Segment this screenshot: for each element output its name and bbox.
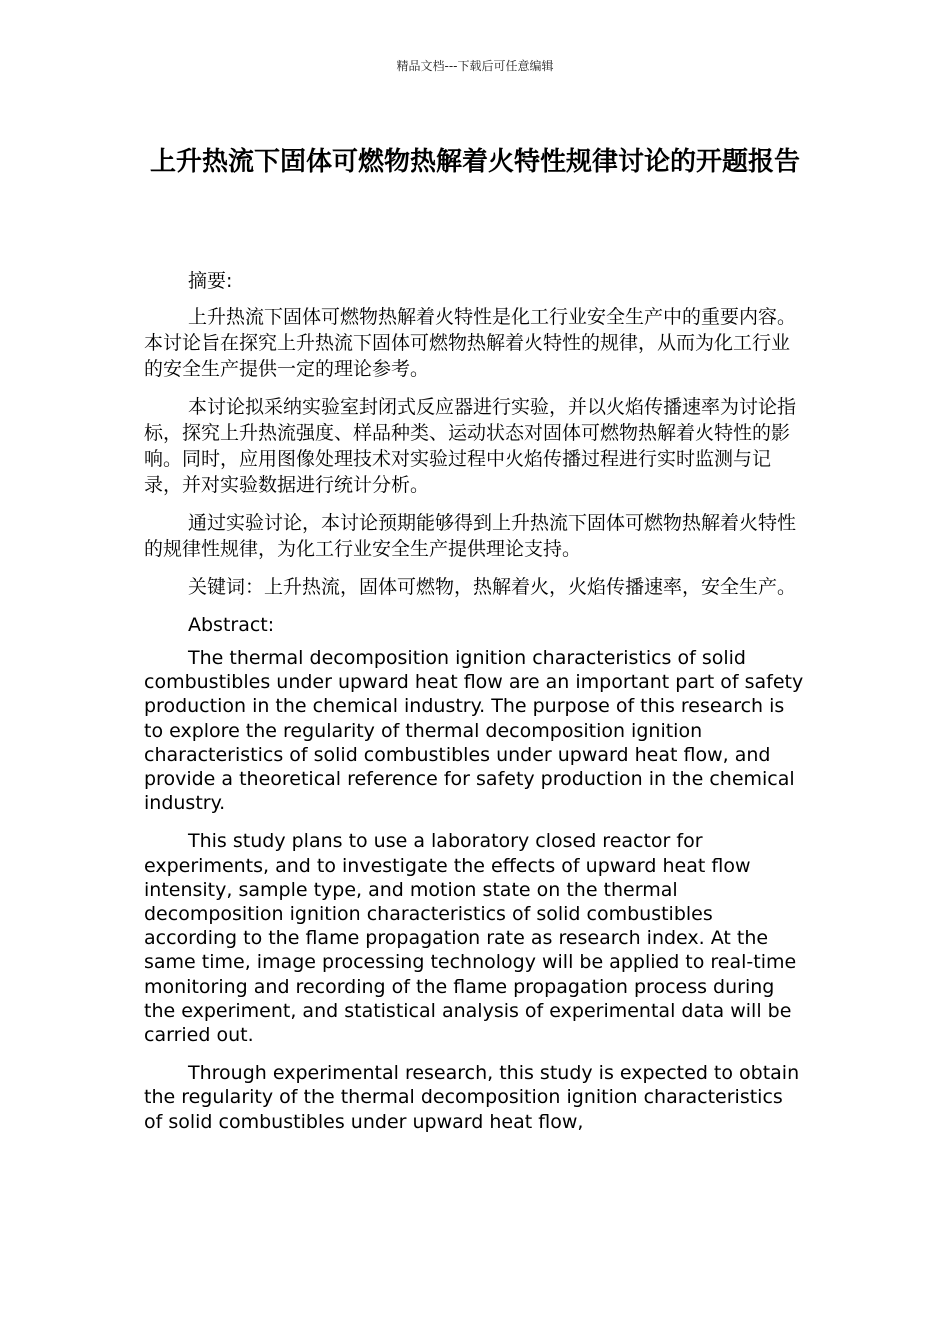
document-body: [144, 268, 804, 1148]
abstract-en-paragraph: The thermal decomposition ignition characteristics of solid combustibles under upward heat flow are an important part of safety production in the chemical industry. The purpose of this research is to explore the regularity of thermal decomposition ignition characteristics of solid combustibles under upward heat flow, and provide a theoretical reference for safety production in the chemical industry.: [144, 647, 804, 815]
page-header-note: 精品文档---下载后可任意编辑: [396, 59, 554, 73]
keywords-cn: 关键词：上升热流，固体可燃物，热解着火，火焰传播速率，安全生产。: [188, 576, 797, 598]
abstract-cn-paragraph: 上升热流下固体可燃物热解着火特性是化工行业安全生产中的重要内容。本讨论旨在探究上升热流下固体可燃物热解着火特性的规律，从而为化工行业的安全生产提供一定的理论参考。: [144, 306, 797, 380]
abstract-cn-paragraph: 本讨论拟采纳实验室封闭式反应器进行实验，并以火焰传播速率为讨论指标，探究上升热流强度、样品种类、运动状态对固体可燃物热解着火特性的影响。同时，应用图像处理技术对实验过程中火焰传播过程进行实时监测与记录，并对实验数据进行统计分析。: [144, 396, 797, 496]
abstract-en-paragraph: Through experimental research, this study is expected to obtain the regularity of the thermal decomposition ignition characteristics of solid combustibles under upward heat flow,: [144, 1062, 800, 1133]
abstract-cn-label: 摘要:: [188, 270, 233, 292]
document-title: 上升热流下固体可燃物热解着火特性规律讨论的开题报告: [149, 147, 800, 177]
abstract-en-paragraph: This study plans to use a laboratory closed reactor for experiments, and to investigate the effects of upward heat flow intensity, sample type, and motion state on the thermal decomposition ignition characteristics of solid combustibles according to the flame propagation rate as research index. At the same time, image processing technology will be applied to real-time monitoring and recording of the flame propagation process during the experiment, and statistical analysis of experimental data will be carried out.: [144, 830, 797, 1047]
abstract-cn-paragraph: 通过实验讨论，本讨论预期能够得到上升热流下固体可燃物热解着火特性的规律性规律，为化工行业安全生产提供理论支持。: [144, 512, 797, 560]
abstract-en-label: Abstract:: [188, 614, 275, 636]
